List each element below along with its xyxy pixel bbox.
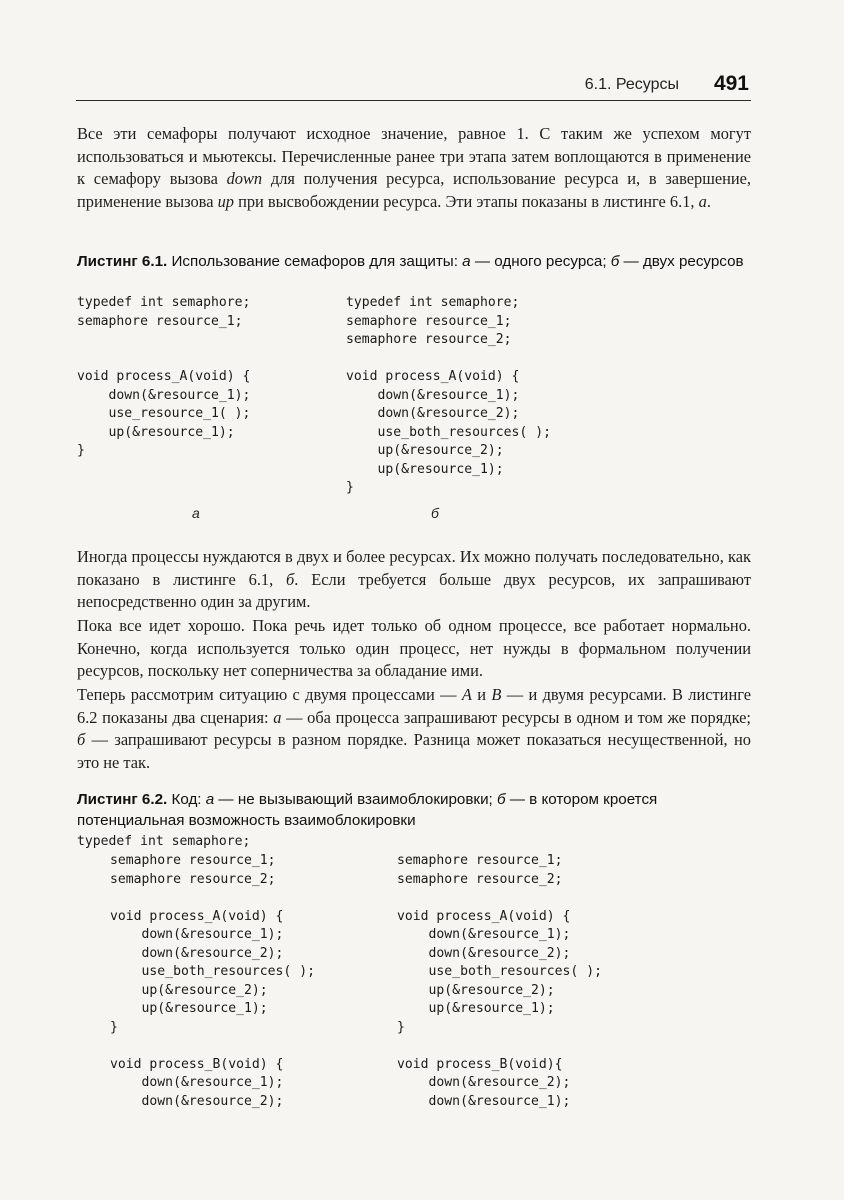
listing-6-2-code-a: semaphore resource_1; semaphore resource_2; void process_A(void) { down(&resource_1); down(&resource_2); use_both_resources( ); up(&resource_2); up(&resource_1); } void process_B(void) { down(&resource_1); down(&resource_2); (110, 853, 315, 1109)
page-number: 491 (713, 72, 749, 95)
listing-6-1-label-b: б (431, 505, 439, 521)
listing-6-1-code-b: typedef int semaphore; semaphore resource_1; semaphore resource_2; void process_A(void) { down(&resource_1); down(&resource_2); use_both_resources( ); up(&resource_2); up(&resource_1); } (346, 295, 551, 495)
listing-6-1-label-a: а (192, 505, 200, 521)
running-header (76, 72, 751, 101)
paragraph-4: Теперь рассмотрим ситуацию с двумя процессами — A и B — и двумя ресурсами. В листинге 6.2 показаны два сценария: а — оба процесса запрашивают ресурсы в одном и том же порядке; б — запрашивают ресурсы в разном порядке. Разница может показаться несущественной, но это не так. (77, 685, 751, 772)
paragraph-2: Иногда процессы нуждаются в двух и более ресурсах. Их можно получать последовательно, как показано в листинге 6.1, б. Если требуется больше двух ресурсов, их запрашивают непосредственно один за другим. (77, 547, 751, 611)
listing-6-2-code-typedef: typedef int semaphore; (77, 834, 251, 849)
paragraph-1: Все эти семафоры получают исходное значение, равное 1. С таким же успехом могут использоваться и мьютексы. Перечисленные ранее три этапа затем воплощаются в применение к семафору вызова down для получения ресурса, использование ресурса и, в завершение, применение вызова up при высвобождении ресурса. Эти этапы показаны в листинге 6.1, а. (77, 124, 752, 211)
listing-6-1-caption: Листинг 6.1. Использование семафоров для защиты: а — одного ресурса; б — двух ресурсов (77, 253, 744, 270)
listing-6-2-code-b: semaphore resource_1; semaphore resource_2; void process_A(void) { down(&resource_1); down(&resource_2); use_both_resources( ); up(&resource_2); up(&resource_1); } void process_B(void){ down(&resource_2); down(&resource_1); (397, 853, 602, 1109)
paragraph-3: Пока все идет хорошо. Пока речь идет только об одном процессе, все работает нормально. Конечно, когда используется только один процесс, нет нужды в формальном получении ресурсов, поскольку нет соперничества за обладание ими. (77, 616, 751, 680)
listing-6-2-caption: Листинг 6.2. Код: а — не вызывающий взаимоблокировки; б — в котором кроется потенциальная возможность взаимоблокировки (77, 791, 658, 829)
listing-6-1-code-a: typedef int semaphore; semaphore resource_1; void process_A(void) { down(&resource_1); use_resource_1( ); up(&resource_1); } (77, 295, 251, 458)
section-title: 6.1. Ресурсы (584, 76, 679, 93)
